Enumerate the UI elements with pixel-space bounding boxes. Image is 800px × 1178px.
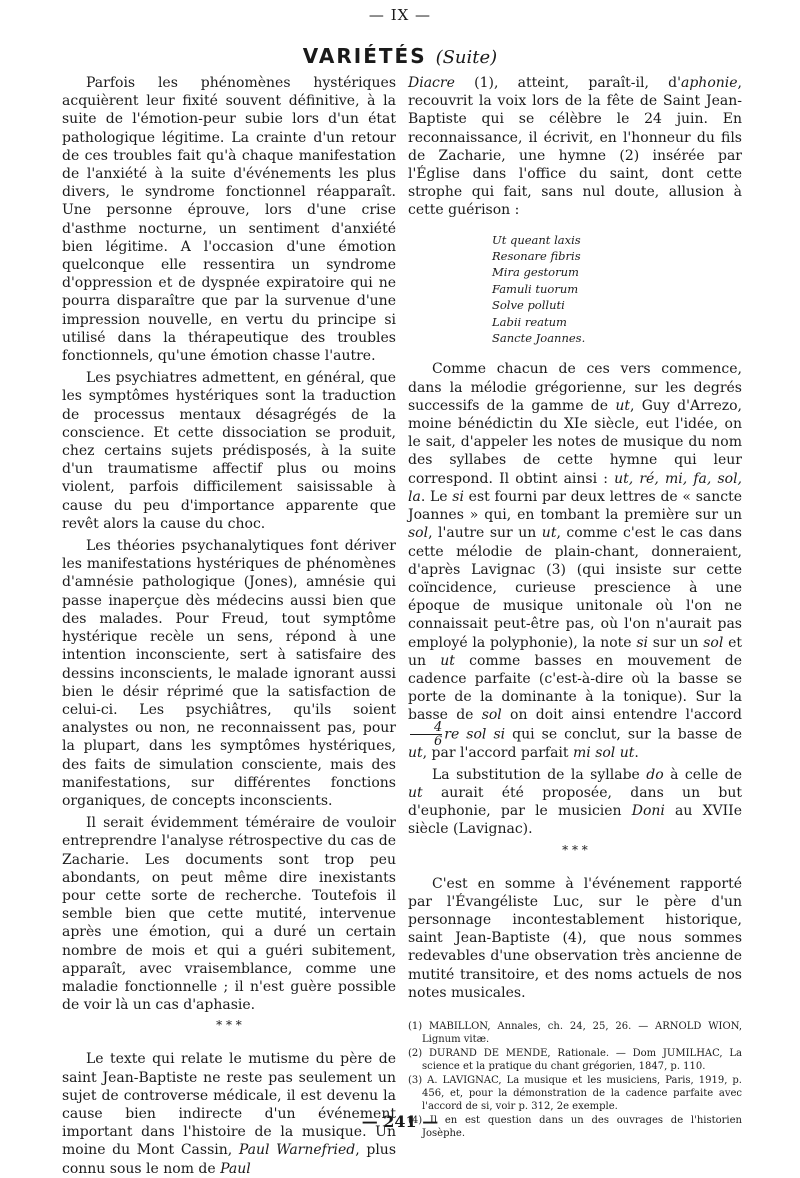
verse-line: Labii reatum [492,314,567,329]
text-run: , plus connu sous le nom de [62,1142,397,1177]
text-run: do [646,766,664,783]
text-run: aurait été proposée, dans un but d'euphonie, par le musicien [408,784,742,820]
text-run: , par l'accord parfait [422,744,573,761]
paragraph: Il serait évidemment téméraire de vouloir entreprendre l'analyse rétrospective du cas de Zacharie. Les documents sont trop peu abondants, on peut même dire inexistants pour cette sorte de recherche. Toutefois il semble bien que cette mutité, intervenue après une émotion, qui a duré un certain nombre de mois et qui a guéri subitement, apparaît, avec vraisemblance, comme une maladie fonctionnelle ; il n'est guère possible de voir là un cas d'aphasie. [62,815,396,1014]
text-run: ut, ré, mi, fa, sol, la [408,470,742,505]
paragraph [408,766,742,839]
text-run: Diacre [408,75,455,91]
text-run: ut [408,784,423,801]
verse-line: Resonare fibris [492,249,581,264]
text-run: Doni [631,803,665,820]
text-run: , Guy d'Arrezo, moine bénédictin du XIe siècle, eut l'idée, on le sait, d'appeler les notes de musique du nom des syllabes de cette hymne qui leur correspond. Il obtint ainsi : [408,397,742,487]
text-run: et un [408,634,742,669]
text-run: on doit ainsi entendre l'accord [501,707,742,724]
chord-fraction [410,721,442,748]
text-run: La substitution de la syllabe [432,766,647,783]
paragraph [408,360,742,761]
verse-line: Sancte Joannes. [492,331,586,346]
paragraph: C'est en somme à l'événement rapporté par l'Évangéliste Luc, sur le père d'un personnage incontestablement historique, saint Jean-Baptiste (4), que nous sommes redevables d'une observation très ancienne de mutité transitoire, et des noms actuels de nos notes musicales. [408,875,742,1001]
text-run: , l'autre sur un [428,525,542,542]
fraction-numerator: 4 [410,721,442,735]
hymn-verse [492,232,742,347]
text-run: . [634,744,639,761]
verse-line: Ut queant laxis [492,232,581,247]
footnote: (1) MABILLON, Annales, ch. 24, 25, 26. — ARNOLD WION, Lignum vitæ. [408,1020,742,1045]
text-run: sol [408,525,429,542]
text-run: Comme chacun de ces vers commence, dans la mélodie grégorienne, sur les degrés successifs de la gamme de [408,361,742,414]
text-run: comme basses en mouvement de cadence parfaite (c'est-à-dire où la basse se porte de la dominante à la tonique). Sur la basse de [408,652,742,724]
text-run: aphonie [681,75,738,91]
section-number: — IX — [368,6,432,24]
text-run: ut [408,744,423,761]
text-run: ut [440,652,455,669]
verse-line: Famuli tuorum [492,281,579,296]
page-number: — 241 — [361,1112,439,1131]
page-title [0,44,800,68]
text-run: sur un [648,634,704,651]
title-text: VARIÉTÉS [302,44,427,68]
section-separator: * * * [562,842,588,857]
left-column [62,74,396,1178]
text-run: au XVIIe siècle (Lavignac). [408,803,742,838]
text-run: . Le [420,488,453,505]
text-run: à celle de [663,766,742,783]
text-run: si [452,488,464,505]
text-run: , recouvrit la voix lors de la fête de Saint Jean-Baptiste qui se célèbre le 24 juin. En reconnaissance, il écrivit, en l'honneur du fils de Zacharie, une hymne (2) insérée par l'Église dans l'office du saint, dont cette strophe qui fait, sans nul doute, allusion à cette guérison : [408,75,742,219]
footnote: (4) Il en est question dans un des ouvrages de l'historien Josèphe. [408,1114,742,1139]
title-suffix: (Suite) [435,47,498,68]
text-run: ut [541,525,557,542]
text-run: sol [703,634,724,651]
fraction-denominator: 6 [434,733,443,749]
text-run: mi sol ut [572,744,635,761]
text-run: qui se conclut, sur la basse de [505,726,742,743]
verse-line: Mira gestorum [492,265,579,280]
footnote: (3) A. LAVIGNAC, La musique et les musiciens, Paris, 1919, p. 456, et, pour la démonstration de la cadence parfaite avec l'accord de si, voir p. 312, 2e exemple. [408,1074,742,1112]
text-run: re sol si [444,726,506,743]
verse-line: Solve polluti [492,298,565,313]
text-run: (1), atteint, paraît-il, d' [454,75,681,91]
text-run: , comme c'est le cas dans cette mélodie de plain-chant, donneraient, d'après Lavignac (3) (qui insiste sur cette coïncidence, curieuse prescience à une époque de musique unitonale où l'on ne connaissait peut-être pas, où l'on n'aurait pas employé la polyphonie), la note [408,525,742,651]
text-run: est fourni par deux lettres de « sancte Joannes » qui, en tombant la première sur un [408,488,742,524]
text-run: Le texte qui relate le mutisme du père de saint Jean-Baptiste ne reste pas seulement un sujet de controverse médicale, il est devenu la cause bien indirecte d'un événement important dans l'histoire de la musique. Un moine du Mont Cassin, [62,1051,396,1159]
paragraph: Les psychiatres admettent, en général, que les symptômes hystériques sont la traduction de processus mentaux désagrégés de la conscience. Et cette dissociation se produit, chez certains sujets prédisposés, à la suite d'un traumatisme affectif plus ou moins violent, parfois difficilement saisissable à cause du peu d'importance apparente que revêt alors la cause du choc. [62,370,396,532]
text-run: si [636,634,648,651]
text-run: Paul [220,1160,251,1177]
right-column [408,74,742,1141]
paragraph: Les théories psychanalytiques font dériver les manifestations hystériques de phénomènes d'amnésie pathologique (Jones), amnésie qui passe inaperçue dès médecins aussi bien que des malades. Pour Freud, tout symptôme hystérique recèle un sens, répond à une intention inconsciente, sert à satisfaire des dessins inconscients, le malade ignorant aussi bien le désir réprimé que la satisfaction de celui-ci. Les psychiâtres, qu'ils soient analystes ou non, ne reconnaissent pas, pour la plupart, dans les symptômes hystériques, des faits de simulation consciente, mais des manifestations, sur différentes fonctions organiques, de concepts inconscients. [62,538,396,809]
text-run: Paul Warnefried [238,1142,356,1159]
section-separator: * * * [216,1018,242,1033]
footnote: (2) DURAND DE MENDE, Rationale. — Dom JUMILHAC, La science et la pratique du chant grégorien, 1847, p. 110. [408,1047,742,1072]
paragraph: Parfois les phénomènes hystériques acquièrent leur fixité souvent définitive, à la suite de l'émotion-peur subie lors d'un état pathologique légitime. La crainte d'un retour de ces troubles fait qu'à chaque manifestation de l'anxiété à la suite d'événements les plus divers, le syndrome fonctionnel réapparaît. Une personne éprouve, lors d'une crise d'asthme nocturne, un sentiment d'anxiété bien légitime. A l'occasion d'une émotion quelconque elle ressentira un syndrome d'oppression et de dyspnée expiratoire qui ne pourra disparaître que par la survenue d'une impression nouvelle, en vertu du principe si utilisé dans la thérapeutique des troubles fonctionnels, qu'une émotion chasse l'autre. [62,75,396,365]
text-run: ut [615,397,630,414]
paragraph [408,74,742,220]
text-run: sol [481,707,502,724]
